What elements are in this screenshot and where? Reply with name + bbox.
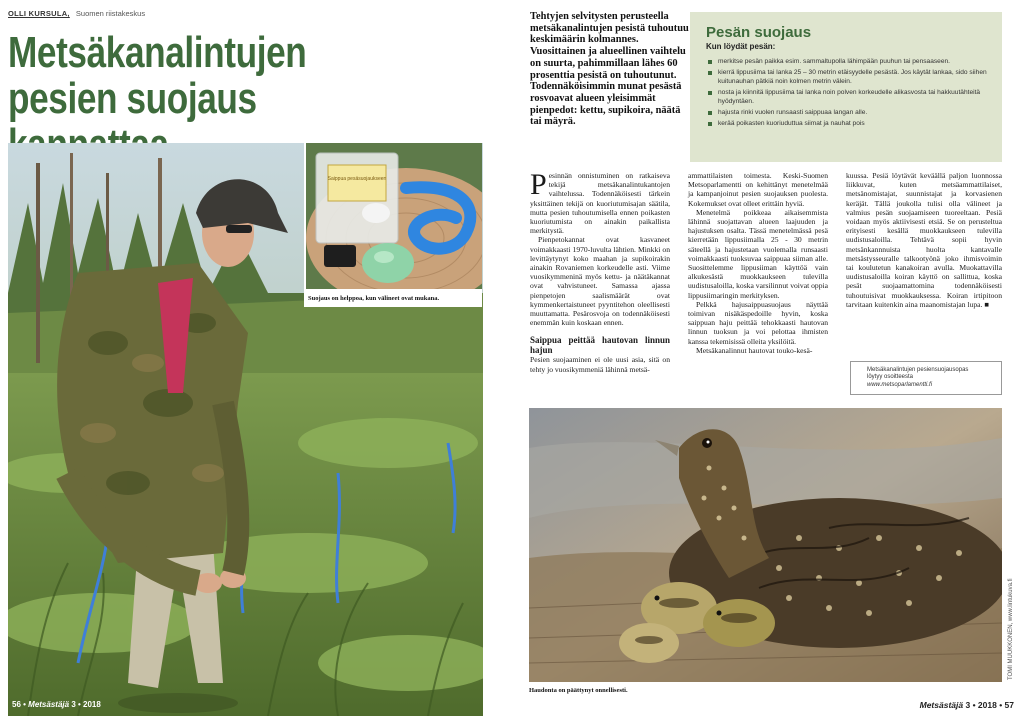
col1-paragraph-2: Pienpetokannat ovat kasvaneet voimakkaasti 1970-luvulta lähtien. Minkki on levittäytynyt koko maahan ja supikoirakin ainakin Rovaniemen korkeudelle asti. Viime vuosikymmeninä myös kettu- ja näätäkannat ovat vahvistuneet. Samassa ajassa pienpetojen saalismäärät ovat kymmenkertaistuneet pyyntitehon oleellisesti muuttamatta. Pesärosvoja on todennäköisesti enemmän kuin koskaan ennen. [530, 235, 670, 328]
sidebar-list-item: merkitse pesän paikka esim. sammaltupolla lähimpään puuhun tai pensaaseen. [706, 57, 990, 66]
guide-reference-line-2: löytyy osoitteesta [867, 374, 914, 381]
col1-paragraph-1 [530, 168, 670, 236]
col3-paragraph-1 [846, 171, 1002, 309]
left-folio-year: 2018 [83, 700, 101, 709]
bag-label-text: Saippua pesäsuojaukseen [327, 176, 387, 182]
col2-paragraph-1: ammattilaisten toimesta. Keski-Suomen Metsoparlamentti on kehittänyt menetelmää ja kampanjoinut pesien suojauksen puolesta. Kokemukset ovat olleet erittäin hyviä. [688, 171, 828, 208]
body-column-2 [688, 171, 828, 355]
photo-capercaillie-hen [529, 408, 1002, 682]
right-folio-year: 2018 [977, 700, 997, 710]
col3-paragraph-1-text: kuussa. Pesiä löytävät keväällä paljon luonnossa liikkuvat, kuten metsäammattilaiset, metsänomistajat, suunnistajat ja korvasienen keräjät. Tällä joukolla tulisi olla välineet ja valmius pesän suojaamiseen tuoreeltaan. Pesiä voidaan myös aktiivisesti etsiä. Se on perusteltua erityisesti kesällä muokkaukseen tulevilla uudistusaloilla. Tehtävä sopii hyvin metsänkannnuista huolta kantavalle metsästysseuralle talkootyönä joko ihmisvoimin tai koulutetun kanakoiran avulla. Muokattavilla uudistusaloilla koiran käyttö on sallittua, koska pesät suojaamattomina todennäköisesti tuhoutuisivat muokkauksessa. Koiran irtipitoon tarvitaan kuitenkin aina maanomistajan lupa. [846, 171, 1002, 309]
headline-line-2: pesien suojaus [8, 74, 257, 123]
left-folio-page: 56 [12, 700, 21, 709]
sidebar-title: Pesän suojaus [706, 24, 812, 41]
right-folio-magazine: Metsästäjä [919, 700, 964, 710]
article-end-mark: ■ [984, 299, 989, 309]
right-page [512, 0, 1024, 716]
left-folio-issue: 3 [71, 700, 76, 709]
right-folio: Metsästäjä 3 • 2018 • 57 [919, 700, 1014, 710]
sidebar-list-item: kierrä lippusiima tai lanka 25 – 30 metrin etäisyydelle pesästä. Jos käytät lankaa, sido siihen kuitunauhan pätkiä noin kolmen metrin välein. [706, 68, 990, 86]
col2-paragraph-2: Menetelmä poikkeaa aikaisemmista lähinnä suojattavan alueen laajuuden ja hajustuksen osalta. Tässä menetelmässä pesä kierretään lippusiimalla 25 - 30 metrin säteellä ja hajustetaan vuolemalla runsaasti voimakkaasti tuoksuvaa saippuaa siiman alle. Suosittelemme lippusiiman käyttöä vain alkukesästä muokkaukseen tulevilla uudistusaloilla, koska varsilinnut voivat oppia lippusiimaringin merkityksen. [688, 207, 828, 300]
byline [8, 9, 145, 18]
col2-paragraph-3: Pelkkä hajusaippuasuojaus näyttää toimivan nisäkäspedoille hyvin, koska saippuan haju peittää tehokkaasti hautovan linnun tuoksun ja voi pelottaa ihmisten kanssa tekemisissä olleita yksilöitä. [688, 299, 828, 346]
right-folio-page: 57 [1004, 700, 1014, 710]
sidebar-list-item: nosta ja kiinnitä lippusiima tai lanka noin polven korkeudelle alikasvosta tai hakkuutähteitä hyödyntäen. [706, 88, 990, 106]
right-folio-issue: 3 [965, 700, 971, 710]
guide-reference-line-1: Metsäkanalintujen pesiensuojausopas [867, 367, 969, 373]
guide-reference-box [850, 361, 1002, 395]
byline-author: OLLI KURSULA, [8, 9, 70, 18]
guide-reference-url[interactable]: www.metsoparlamentti.fi [867, 381, 933, 388]
sidebar-subtitle: Kun löydät pesän: [706, 42, 776, 51]
body-column-3 [846, 171, 1002, 309]
col1-paragraph-3: Pesien suojaaminen ei ole uusi asia, sitä on tehty jo vuosikymmeniä lähinnä metsä- [530, 355, 670, 374]
photo-tools-inset [304, 143, 482, 291]
sidebar-nest-protection [690, 12, 1002, 162]
sidebar-list-item: hajusta rinki vuolen runsaasti saippuaa langan alle. [706, 108, 990, 117]
sidebar-list [706, 57, 990, 128]
drop-cap: P [530, 168, 547, 201]
col1-paragraph-1-text: esinnän onnistuminen on ratkaiseva tekijä metsäkanalintukantojen vaihtelussa. Todennäköisesti tärkein yksittäinen tekijä on kuoriutumisajan säätila, mutta pesien tuhoutumisella ennen poikasten kuoriutumista on ainakin paikallista merkitystä. [530, 171, 670, 236]
bird-photo-caption: Haudonta on päättynyt onnellisesti. [529, 687, 628, 694]
photo-bird-illustration [529, 408, 1002, 682]
photo-tools-illustration [306, 143, 482, 291]
col2-paragraph-4: Metsäkanalinnut hautovat touko-kesä- [696, 345, 813, 355]
left-folio-magazine: Metsästäjä [28, 700, 70, 709]
section-subheading: Saippua peittää hautovan linnun hajun [530, 335, 670, 356]
byline-org: Suomen riistakeskus [75, 9, 146, 18]
photo-credit-text: TOMI MUUKKONEN, www.lintukuva.fi [1008, 578, 1014, 680]
headline-line-1: Metsäkanalintujen [8, 28, 307, 77]
lead-paragraph: Tehtyjen selvitysten perusteella metsäkanalintujen pesistä tuhoutuu keskimäärin kolmannes. Vuosittainen ja alueellinen vaihtelu on suurta, pahimmillaan lähes 60 prosenttia pesistä on tuhoutunut. Todennäköisimmin munat pesästä rosvoavat alueen yleisimmät pienpedot: kettu, supikoira, näätä tai mäyrä. [530, 11, 689, 128]
sidebar-list-item: kerää poikasten kuoriuduttua siimat ja nauhat pois [706, 119, 990, 128]
inset-photo-caption: Suojaus on helppoa, kun välineet ovat mukana. [308, 295, 440, 302]
body-column-1 [530, 168, 670, 374]
photo-credit [1008, 578, 1014, 680]
left-folio: 56 • Metsästäjä 3 • 2018 [12, 700, 101, 709]
